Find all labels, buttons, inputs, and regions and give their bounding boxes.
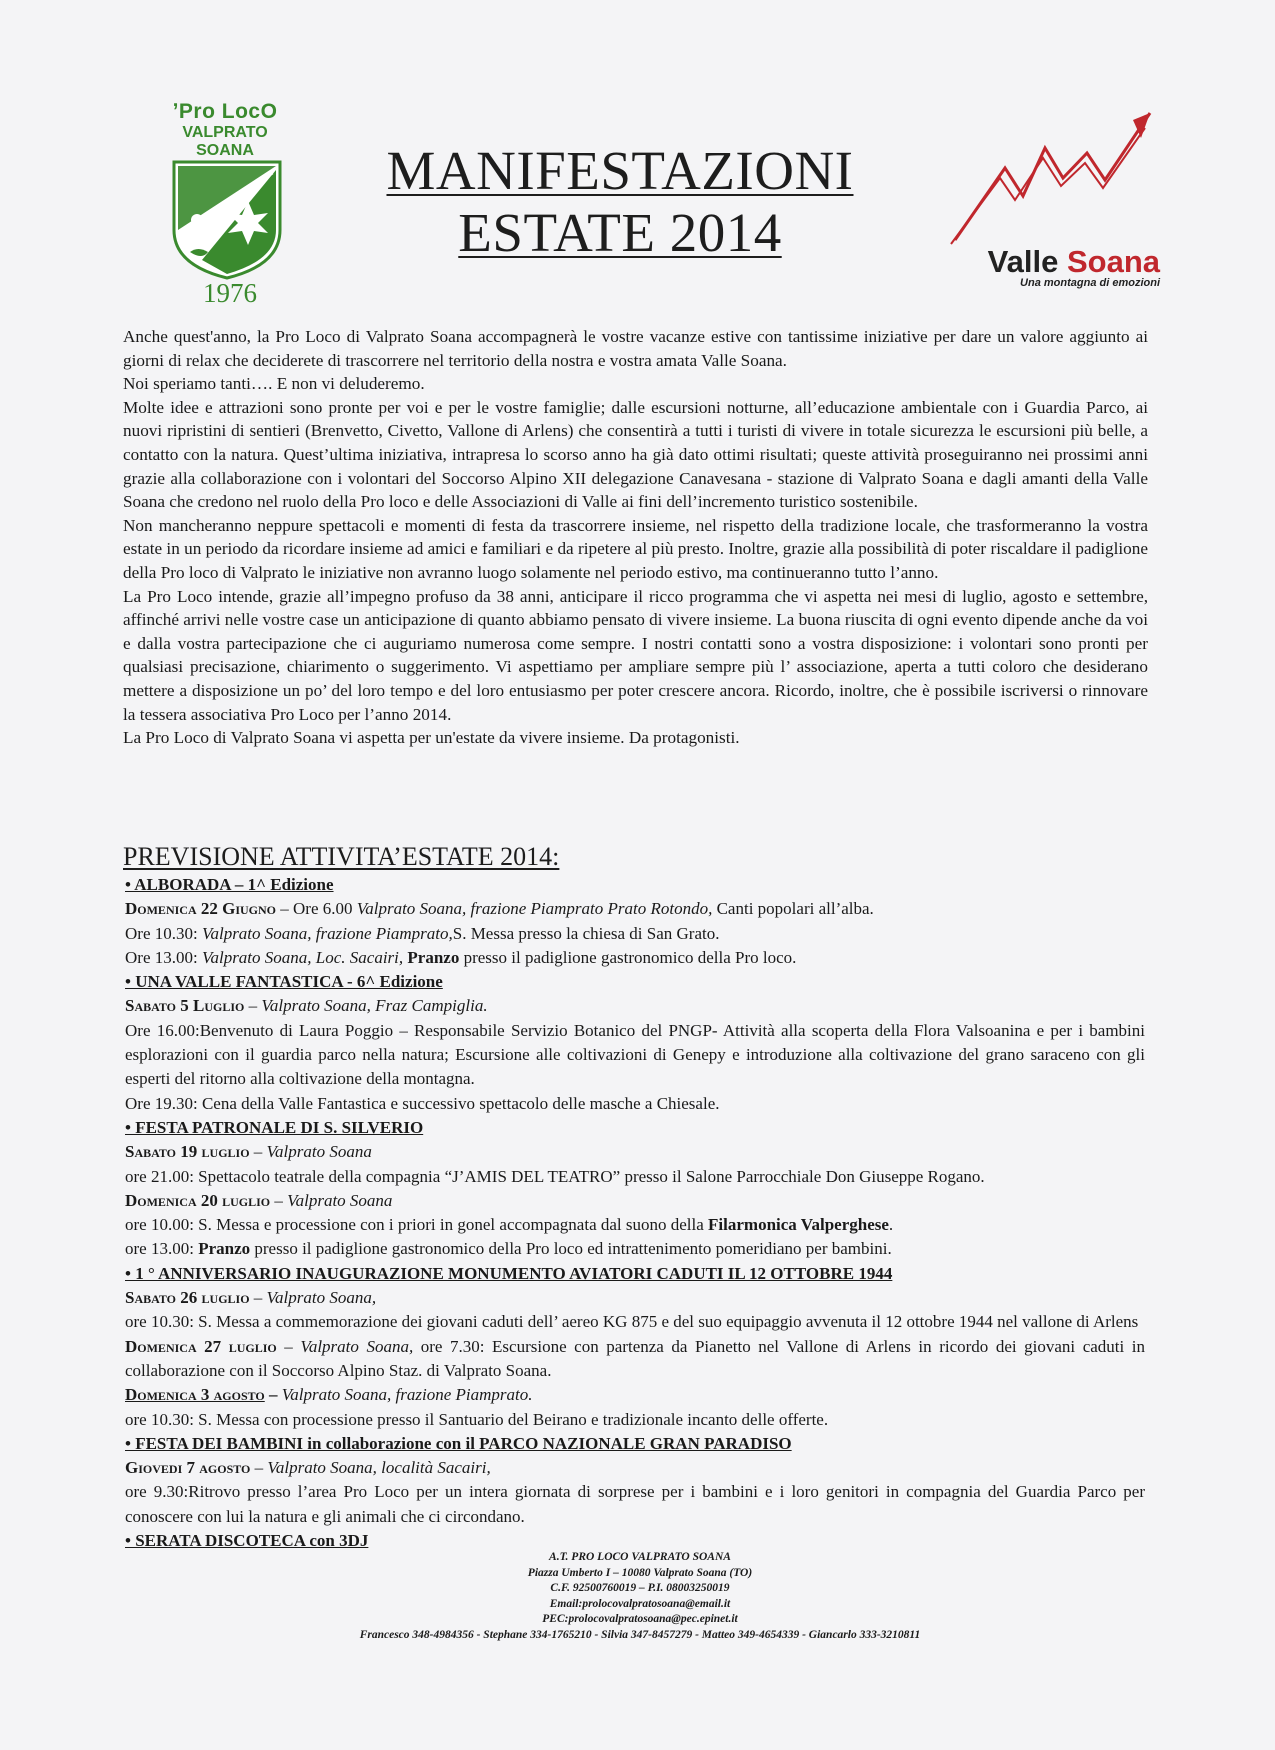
- event-line: [125, 1213, 1145, 1237]
- event-line: Ore 19.30: Cena della Valle Fantastica e successivo spettacolo delle masche a Chiesale.: [125, 1093, 720, 1113]
- logo-line-2: VALPRATO: [182, 124, 268, 141]
- intro-paragraph: La Pro Loco intende, grazie all’impegno profuso da 38 anni, anticipare il ricco programma che vi aspetta nei mesi di luglio, agosto e settembre, affinché arrivi nelle vostre case un anticipazione di quanto abbiamo pensato di vivere insieme. La buona riuscita di ogni evento dipende anche da voi e dalla vostra partecipazione che ci auguriamo numerosa come sempre. I nostri contatti sono a vostra disposizione: i volontari sono pronti per qualsiasi precisazione, chiarimento o suggerimento. Vi aspettiamo per ampliare sempre più l’ associazione, aperta a tutti coloro che desiderano mettere a disposizione un po’ del loro tempo e del loro entusiasmo per poter crescere ancora. Ricordo, inoltre, che è possibile iscriversi o rinnovare la tessera associativa Pro Loco per l’anno 2014.: [123, 586, 1148, 724]
- text: S. Messa presso la chiesa di San Grato.: [452, 923, 720, 943]
- page-title: [340, 140, 900, 264]
- valle-soana-logo-text: [945, 244, 1160, 280]
- place: – Valprato Soana: [270, 1190, 393, 1210]
- text: Pranzo: [198, 1239, 251, 1259]
- footer: [280, 1550, 1000, 1643]
- text: Filarmonica Valperghese: [708, 1215, 889, 1235]
- text: presso il padiglione gastronomico della Pro loco ed intrattenimento pomeridiano per bambini.: [250, 1239, 892, 1259]
- event-title-serata-discoteca: • SERATA DISCOTECA con 3DJ: [125, 1531, 369, 1551]
- event-line: [125, 1383, 1145, 1407]
- intro-paragraph: Anche quest'anno, la Pro Loco di Valprato Soana accompagnerà le vostre vacanze estive con tantissime iniziative per dare un valore aggiunto ai giorni di relax che deciderete di trascorrere nel territorio della nostra e vostra amata Valle Soana.: [123, 327, 1148, 370]
- text: ore 13.00:: [125, 1239, 199, 1259]
- section-heading-previsione: PREVISIONE ATTIVITA’ESTATE 2014:: [123, 842, 560, 871]
- text: presso il padiglione gastronomico della Pro loco.: [459, 947, 797, 967]
- intro-paragraph: Noi speriamo tanti…. E non vi deluderemo.: [123, 374, 425, 394]
- place: Valprato Soana, frazione Piamprato Prato Rotondo,: [356, 899, 713, 919]
- event-line: [125, 1189, 1145, 1213]
- valle-word: Valle: [987, 244, 1067, 279]
- event-date: Domenica 20 luglio: [125, 1190, 271, 1210]
- intro-paragraph: La Pro Loco di Valprato Soana vi aspetta per un'estate da vivere insieme. Da protagonisti.: [123, 728, 740, 748]
- text: Canti popolari all’alba.: [712, 899, 874, 919]
- text: ore 10.00: S. Messa e processione con i priori in gonel accompagnata dal suono della: [125, 1215, 709, 1235]
- title-line-2: ESTATE 2014: [458, 202, 782, 263]
- footer-address: Piazza Umberto I – 10080 Valprato Soana (TO): [527, 1566, 753, 1579]
- event-line: [125, 1237, 1145, 1261]
- text: Ore 13.00:: [125, 947, 202, 967]
- event-line: [125, 922, 1145, 946]
- logo-line-3: SOANA: [196, 142, 254, 159]
- pro-loco-shield-icon: [172, 160, 282, 280]
- soana-word: Soana: [1066, 244, 1160, 279]
- text: –: [264, 1385, 282, 1405]
- event-date: Sabato 26 luglio: [125, 1288, 250, 1308]
- event-date: Giovedi 7 agosto: [125, 1458, 251, 1478]
- event-line: [125, 1456, 1145, 1480]
- place: Valprato Soana, Loc. Sacairi,: [201, 947, 404, 967]
- logo-line-1: ʼPro LocO: [172, 100, 278, 123]
- footer-fiscal: C.F. 92500760019 – P.I. 08003250019: [550, 1582, 730, 1594]
- text: –: [276, 1336, 301, 1356]
- event-line: [125, 1286, 1145, 1310]
- event-date: Sabato 19 luglio: [125, 1142, 250, 1162]
- text: – Ore 6.00: [276, 899, 357, 919]
- text: ore 7.30: Escursione con partenza da Pianetto nel Vallone di Arlens in ricordo dei giovani caduti in collaborazione con il Soccorso Alpino Staz. di Valprato Soana.: [125, 1336, 1146, 1380]
- event-line: [125, 897, 1145, 921]
- footer-email: Email:prolocovalpratosoana@email.it: [549, 1597, 731, 1610]
- text: .: [888, 1215, 894, 1235]
- event-title-alborada: • ALBORADA – 1^ Edizione: [125, 875, 334, 894]
- event-line: [125, 994, 1145, 1018]
- event-line: [125, 1335, 1145, 1384]
- valle-soana-tagline: Una montagna di emozioni: [1020, 277, 1160, 289]
- intro-paragraph: Molte idee e attrazioni sono pronte per voi e per le vostre famiglie; dalle escursioni notturne, all’educazione ambientale con i Guardia Parco, ai nuovi ripristini di sentieri (Brenvetto, Civetto, Vallone di Arlens) che consentirà a tutti i turisti di vivere in totale sicurezza le escursioni più belle, a contatto con la natura. Quest’ultima iniziativa, intrapresa lo scorso anno ha già dato ottimi risultati; queste attività proseguiranno nei prossimi anni grazie alla collaborazione con i volontari del Soccorso Alpino XII delegazione Canavesana - stazione di Valprato Soana e dagli amanti della Valle Soana che credono nel ruolo della Pro loco e delle Associazioni di Valle ai fini dell’incremento turistico sostenibile.: [123, 397, 1148, 512]
- event-title-festa-patronale: • FESTA PATRONALE DI S. SILVERIO: [125, 1117, 424, 1137]
- event-title-valle-fantastica: • UNA VALLE FANTASTICA - 6^ Edizione: [125, 972, 443, 992]
- event-line: ore 21.00: Spettacolo teatrale della compagnia “J’AMIS DEL TEATRO” presso il Salone Parrocchiale Don Giuseppe Rogano.: [125, 1166, 985, 1186]
- event-date: Domenica 22 Giugno: [125, 899, 277, 919]
- place: – Valprato Soana, località Sacairi,: [250, 1458, 491, 1478]
- title-line-1: MANIFESTAZIONI: [386, 140, 854, 201]
- intro-paragraph: Non mancheranno neppure spettacoli e momenti di festa da trascorrere insieme, nel rispetto della tradizione locale, che trasformeranno la vostra estate in un periodo da ricordare insieme ad amici e familiari e da ripetere al più presto. Inoltre, grazie alla possibilità di poter riscaldare il padiglione della Pro loco di Valprato le iniziative non avranno luogo solamente nel periodo estivo, ma continueranno tutto l’anno.: [123, 515, 1148, 582]
- activities-list: [125, 873, 1145, 1553]
- pro-loco-logo-text: [165, 100, 285, 160]
- place: Valprato Soana, frazione Piamprato.: [281, 1385, 533, 1405]
- place: – Valprato Soana,: [249, 1288, 377, 1308]
- event-title-anniversario: • 1 ° ANNIVERSARIO INAUGURAZIONE MONUMENTO AVIATORI CADUTI IL 12 OTTOBRE 1944: [125, 1263, 893, 1283]
- event-line: ore 9.30:Ritrovo presso l’area Pro Loco per un intera giornata di sorprese per i bambini e i loro genitori in compagnia del Guardia Parco per conoscere con lui la natura e gli animali che ci circondano.: [125, 1482, 1145, 1526]
- event-line: Ore 16.00:Benvenuto di Laura Poggio – Responsabile Servizio Botanico del PNGP- Attività alla scoperta della Flora Valsoanina e per i bambini esplorazioni con il guardia parco nella natura; Escursione alle coltivazioni di Genepy e introduzione alla coltivazione del grano saraceno con gli esperti del ritorno alla coltivazione della montagna.: [125, 1020, 1145, 1089]
- event-date: Domenica 3 agosto: [125, 1385, 265, 1405]
- place: Valprato Soana, frazione Piamprato,: [201, 923, 453, 943]
- footer-pec: PEC:prolocovalpratosoana@pec.epinet.it: [542, 1613, 738, 1625]
- place: – Valprato Soana, Fraz Campiglia.: [244, 996, 488, 1016]
- valle-soana-mountain-icon: [945, 108, 1160, 248]
- event-line: ore 10.30: S. Messa con processione presso il Santuario del Beirano e tradizionale incanto delle offerte.: [125, 1409, 829, 1429]
- text: Ore 10.30:: [125, 923, 202, 943]
- event-title-festa-bambini: • FESTA DEI BAMBINI in collaborazione con il PARCO NAZIONALE GRAN PARADISO: [125, 1433, 792, 1453]
- text: Pranzo: [407, 947, 460, 967]
- place: Valprato Soana,: [300, 1336, 414, 1356]
- logo-year: 1976: [203, 278, 257, 308]
- event-line: ore 10.30: S. Messa a commemorazione dei giovani caduti dell’ aereo KG 875 e del suo equipaggio avvenuta il 12 ottobre 1944 nel vallone di Arlens: [125, 1312, 1139, 1332]
- intro-text: [123, 325, 1148, 750]
- event-date: Domenica 27 luglio: [125, 1336, 277, 1356]
- event-line: [125, 946, 1145, 970]
- footer-contacts: Francesco 348-4984356 - Stephane 334-1765210 - Silvia 347-8457279 - Matteo 349-4654339 - Giancarlo 333-3210811: [359, 1628, 921, 1641]
- event-line: [125, 1140, 1145, 1164]
- event-date: Sabato 5 Luglio: [125, 996, 245, 1016]
- place: – Valprato Soana: [249, 1142, 372, 1162]
- footer-org: A.T. PRO LOCO VALPRATO SOANA: [549, 1551, 731, 1563]
